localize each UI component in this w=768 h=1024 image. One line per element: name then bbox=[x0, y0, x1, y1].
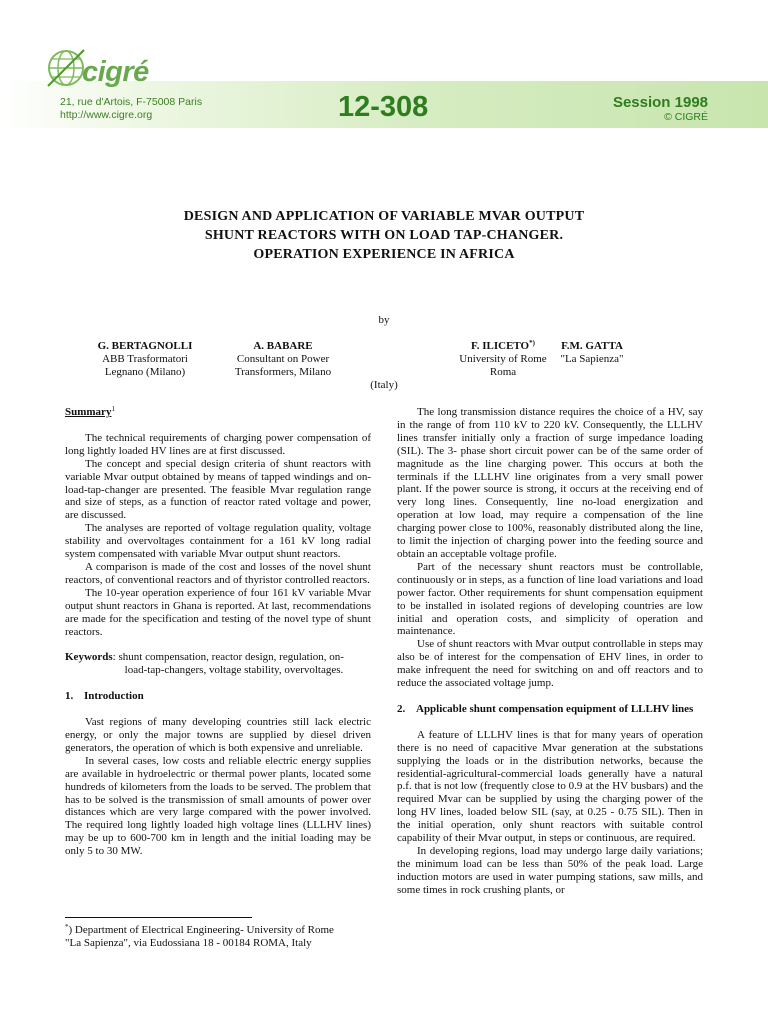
summary-heading: Summary bbox=[65, 406, 112, 418]
summary-paragraph: The technical requirements of charging power compensation of long lightly loaded HV lines are at first discussed. bbox=[65, 431, 371, 457]
author-location: Legnano (Milano) bbox=[104, 365, 186, 378]
body-paragraph: Vast regions of many developing countries still lack electric energy, or only the major towns are supplied by diesel driven generators, the operation of which is both expensive and unreliable. bbox=[65, 716, 371, 754]
section-heading bbox=[397, 703, 703, 716]
session-block bbox=[613, 94, 708, 123]
section-title: Introduction bbox=[84, 690, 144, 703]
author-name: F. ILICETO bbox=[471, 340, 530, 352]
section-number: 1. bbox=[65, 690, 74, 703]
summary-paragraph: The concept and special design criteria of shunt reactors with variable Mvar output obtained by means of tapped windings and on-load-tap-changer are presented. The feasible Mvar regulation range and size of steps, as a function of reactor rated voltage and power, are discussed. bbox=[65, 457, 371, 522]
author-affiliation: University of Rome bbox=[459, 352, 547, 365]
section-number: 2. bbox=[397, 702, 406, 715]
author-name: F.M. GATTA bbox=[561, 340, 623, 352]
left-column bbox=[65, 406, 371, 858]
footnote-line: "La Sapienza", via Eudossiana 18 - 00184 ROMA, Italy bbox=[65, 936, 312, 949]
address-line: 21, rue d'Artois, F-75008 Paris bbox=[60, 96, 203, 108]
summary-paragraph: The 10-year operation experience of four 161 kV variable Mvar output shunt reactors in Ghana is reported. At last, recommendations are made for the specification and testing of the novel type of shunt reactors. bbox=[65, 586, 371, 638]
logo-wordmark: cigré bbox=[82, 56, 149, 88]
title-line: DESIGN AND APPLICATION OF VARIABLE MVAR OUTPUT bbox=[183, 209, 585, 224]
title-line: OPERATION EXPERIENCE IN AFRICA bbox=[253, 247, 515, 262]
globe-icon bbox=[46, 48, 86, 88]
title-line: SHUNT REACTORS WITH ON LOAD TAP-CHANGER. bbox=[204, 228, 564, 243]
session-label: Session 1998 bbox=[612, 94, 708, 111]
body-paragraph: In developing regions, load may undergo large daily variations; the minimum load can be less than 50% of the peak load. Large induction motors are used in water pumping stations, saw mills, and some times in rock crushing plants, or bbox=[397, 845, 703, 896]
author-block bbox=[552, 340, 632, 366]
footnote-rule bbox=[65, 917, 252, 918]
paper-title bbox=[60, 207, 708, 264]
summary-paragraph: A comparison is made of the cost and losses of the novel shunt reactors, of conventional reactors and of thyristor controlled reactors. bbox=[65, 560, 371, 586]
keywords-line: : shunt compensation, reactor design, regulation, on- bbox=[112, 651, 344, 664]
footnote bbox=[65, 924, 371, 950]
keywords bbox=[65, 651, 371, 677]
author-block bbox=[448, 340, 558, 379]
section-title: Applicable shunt compensation equipment of LLLHV lines bbox=[416, 702, 694, 715]
author-affiliation: Consultant on Power bbox=[236, 352, 330, 365]
right-column bbox=[397, 406, 703, 897]
author-block bbox=[228, 340, 338, 379]
author-affiliation: ABB Trasformatori bbox=[102, 352, 188, 365]
author-location: Transformers, Milano bbox=[234, 365, 332, 378]
footnote-line: ) Department of Electrical Engineering- University of Rome bbox=[68, 924, 334, 936]
author-name: A. BABARE bbox=[253, 340, 313, 352]
cigre-logo bbox=[46, 46, 149, 92]
by-line: by bbox=[378, 314, 390, 326]
author-affiliation: "La Sapienza" bbox=[560, 352, 624, 365]
body-paragraph: Use of shunt reactors with Mvar output controllable in steps may also be of interest for the compensation of EHV lines, in order to make infrequent the need for switching on and off reactors and to reduce the associated voltage jump. bbox=[397, 638, 703, 690]
copyright: © CIGRÉ bbox=[664, 111, 708, 123]
footnote-mark: 1 bbox=[111, 405, 115, 413]
footnote-mark: * bbox=[65, 923, 69, 931]
body-paragraph: In several cases, low costs and reliable electric energy supplies are available in hydroelectric or thermal power plants, located some hundreds of kilometers from the loads to be served. The problem that has to be solved is the transmission of small amounts of power over distances which are very large compared with the power involved. The required long lightly loaded high voltage lines (LLLHV lines) may be up to 600-700 km in length and the initial loading may be only 5 to 30 MW. bbox=[65, 754, 371, 858]
section-heading bbox=[65, 690, 371, 703]
body-paragraph: The long transmission distance requires the choice of a HV, say in the range of from 110 kV to 220 kV. Consequently, the LLLHV lines transfer initially only a fraction of surge impedance loading (SIL). The 3- phase short circuit power can be of the same order of magnitude as the line charging power. This occurs at both the terminals if the LLLHV line originates from a very small power plant. If the power source is strong, it occurs at the receiving end of very long lines. Consequently, line no-load energization and operation at low load, may require a compensation of the line charging power close to 100%, reasonably distributed along the line, to limit the injection of charging power into the feeding source and obtain an acceptable voltage profile. bbox=[397, 406, 703, 560]
author-location: Roma bbox=[489, 365, 517, 378]
keywords-line: load-tap-changers, voltage stability, overvoltages. bbox=[124, 664, 344, 677]
author-block bbox=[90, 340, 200, 379]
body-paragraph: A feature of LLLHV lines is that for many years of operation there is no need of capacitive Mvar generation at the substations supplying the loads or in the distribution networks, because the residential-agricultural-commercial loads generally have a natural p.f. that is not low (frequently close to 0.9 at the HV busbars) and the required Mvar can be supplied by using the charging power of the long HV lines, loaded below SIL (say, at 0.25 - 0.75 SIL). Then in the initial operation, only shunt reactors with suitable control capability of their Mvar output, in steps or continuous, are required. bbox=[397, 728, 703, 845]
author-name: G. BERTAGNOLLI bbox=[97, 340, 193, 352]
footnote-mark: *) bbox=[529, 339, 535, 347]
country: (Italy) bbox=[370, 379, 398, 391]
summary-paragraph: The analyses are reported of voltage regulation quality, voltage stability and overvoltages containment for a 161 kV long radial system compensated with variable Mvar output shunt reactors. bbox=[65, 522, 371, 561]
address-block bbox=[60, 96, 202, 122]
paper-number: 12-308 bbox=[338, 91, 429, 123]
website-link[interactable]: http://www.cigre.org bbox=[60, 109, 153, 121]
keywords-label: Keywords bbox=[65, 651, 113, 664]
body-paragraph: Part of the necessary shunt reactors must be controllable, continuously or in steps, as a function of line load variations and load power factor. Other requirements for shunt compensation equipment to be installed in isolated regions of developing countries are low initial and operation costs, and simplicity of operation and maintenance. bbox=[397, 560, 703, 638]
